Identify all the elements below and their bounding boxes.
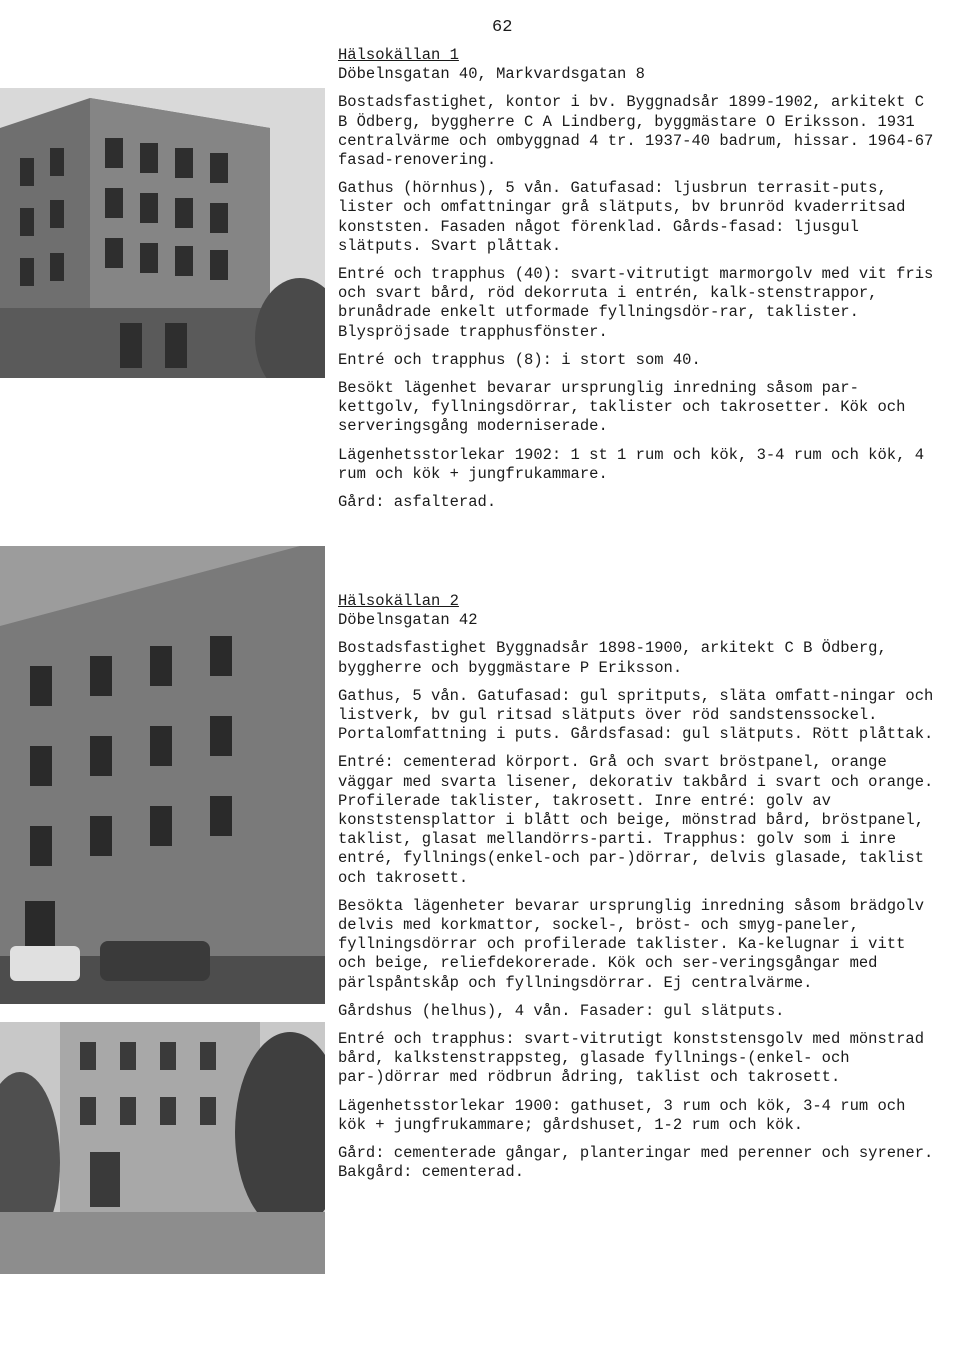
- paragraph: Entré och trapphus (8): i stort som 40.: [338, 350, 701, 369]
- paragraph: Entré och trapphus: svart-vitrutigt konststensgolv med mönstrad bård, kalkstenstrappsteg, glasade fyllnings-(enkel- och par-)dörrar med rödbrun ådring, taklist och takrosett.: [338, 1030, 924, 1087]
- entry-address: Döbelnsgatan 40, Markvardsgatan 8: [338, 65, 645, 84]
- entry-title: Hälsokällan 1: [338, 46, 459, 64]
- paragraph: Gårdshus (helhus), 4 vån. Fasader: gul slätputs.: [338, 1001, 785, 1020]
- paragraph: Besökt lägenhet bevarar ursprunglig inredning såsom par-kettgolv, fyllningsdörrar, taklister och takrosetter. Kök och serveringsgång moderniserade.: [338, 379, 906, 436]
- paragraph: Bostadsfastighet, kontor i bv. Byggnadsår 1899-1902, arkitekt C B Ödberg, byggherre C A Lindberg, byggmästare O Eriksson. 1931 centralvärme och ombyggnad 4 tr. 1937-40 badrum, hissar. 1964-67 fasad-renovering.: [338, 93, 934, 170]
- paragraph: Bostadsfastighet Byggnadsår 1898-1900, arkitekt C B Ödberg, byggherre och byggmästare P Eriksson.: [338, 639, 887, 677]
- page-number: 62: [492, 18, 513, 37]
- paragraph: Gård: cementerade gångar, planteringar med perenner och syrener. Bakgård: cementerad.: [338, 1144, 934, 1182]
- paragraph: Gathus, 5 vån. Gatufasad: gul spritputs, släta omfatt-ningar och listverk, bv gul ritsad slätputs över röd sandstenssockel. Portalomfattning i puts. Gårdsfasad: gul slätputs. Rött plåttak.: [338, 686, 934, 744]
- paragraph: Entré: cementerad körport. Grå och svart bröstpanel, orange väggar med svarta lisener, dekorativ takbård i svart och orange. Profilerade taklister, takrosett. Inre entré: golv av konststensplattor i blått och beige, mönstrad bård, bröstpanel, taklist, glasat mellandörrs-parti. Trapphus: golv som i inre entré, fyllnings(enkel-och par-)dörrar, delvis glasade, taklist och takrosett.: [338, 753, 934, 887]
- building-photo-halsokallan-1: [0, 88, 325, 378]
- paragraph: Gathus (hörnhus), 5 vån. Gatufasad: ljusbrun terrasit-puts, lister och omfattningar grå slätputs, bv brunröd kvaderritsad konststen. Fasaden något förenklad. Gårds-fasad: ljusgul slätputs. Svart plåttak.: [338, 179, 906, 255]
- entry-halsokallan-1: [338, 46, 938, 521]
- entry-title: Hälsokällan 2: [338, 592, 459, 610]
- building-photo-halsokallan-2-street: [0, 546, 325, 1004]
- paragraph: Besökta lägenheter bevarar ursprunglig inredning såsom brädgolv delvis med korkmattor, sockel-, bröst- och smyg-paneler, fyllningsdörrar och profilerade taklister. Ka-kelugnar i vitt och beige, reliefdekorerade. Kök och ser-veringsgångar med pärlspåntskåp och fyllningsdörrar. Ej centralvärme.: [338, 896, 924, 992]
- entry-halsokallan-2: [338, 592, 938, 1191]
- paragraph: Lägenhetsstorlekar 1900: gathuset, 3 rum och kök, 3-4 rum och kök + jungfrukammare; gårdshuset, 1-2 rum och kök.: [338, 1096, 906, 1134]
- paragraph: Gård: asfalterad.: [338, 493, 497, 512]
- building-photo-halsokallan-2-courtyard: [0, 1022, 325, 1274]
- entry-address: Döbelnsgatan 42: [338, 611, 478, 630]
- paragraph: Entré och trapphus (40): svart-vitrutigt marmorgolv med vit fris och svart bård, röd dekorruta i entrén, kalk-stenstrappor, brunådrade enkelt utformade fyllningsdör-rar, taklister. Blyspröjsade trapphusfönster.: [338, 265, 934, 341]
- paragraph: Lägenhetsstorlekar 1902: 1 st 1 rum och kök, 3-4 rum och kök, 4 rum och kök + jungfrukammare.: [338, 445, 924, 483]
